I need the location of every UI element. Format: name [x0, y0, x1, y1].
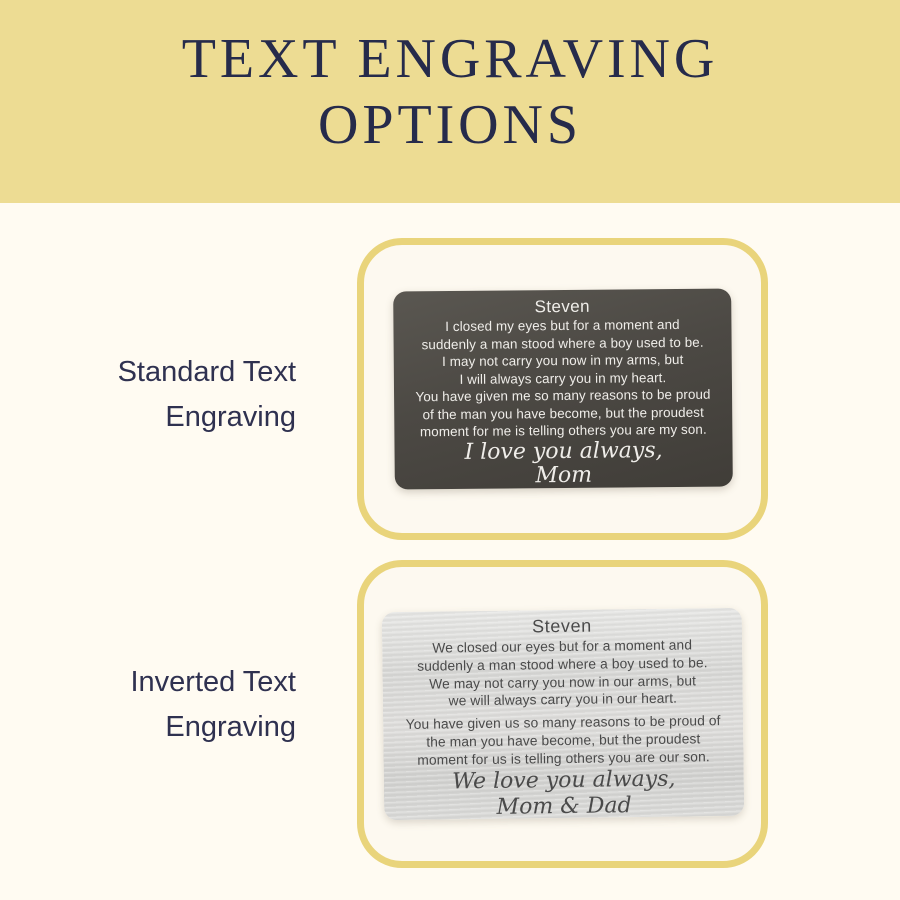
engraved-line: moment for us is telling others you are our son.	[416, 748, 710, 768]
engraved-line: We closed our eyes but for a moment and	[431, 637, 692, 656]
label-standard-line2: Engraving	[165, 401, 296, 433]
engraved-line: the man you have become, but the proudest	[425, 731, 700, 750]
label-inverted-text-engraving	[40, 660, 296, 750]
engraved-script-line2: Mom & Dad	[495, 792, 632, 820]
engraved-line: of the man you have become, but the proudest	[421, 404, 704, 422]
engraved-line: I closed my eyes but for a moment and	[444, 316, 680, 335]
engraved-script-line2: Mom	[534, 462, 592, 488]
engraved-line: we will always carry you in our heart.	[448, 690, 677, 709]
header-band	[0, 0, 900, 203]
engraved-line: I will always carry you in my heart.	[458, 369, 666, 387]
label-standard-line1: Standard Text	[117, 356, 296, 388]
page-title-line2: OPTIONS	[318, 94, 582, 156]
engraved-line: suddenly a man stood where a boy used to be.	[416, 655, 708, 674]
engraved-script-line1: I love you always,	[463, 437, 663, 465]
engraved-line: You have given me so many reasons to be proud	[414, 386, 711, 405]
label-standard-text-engraving	[40, 350, 296, 440]
engraved-line: We may not carry you now in our arms, but	[428, 672, 696, 692]
page-title	[0, 26, 900, 158]
standard-card-frame	[357, 238, 768, 540]
inverted-card-frame	[357, 560, 768, 868]
engraved-name: Steven	[531, 615, 592, 637]
engraved-name: Steven	[534, 296, 590, 317]
label-inverted-line2: Engraving	[165, 711, 296, 743]
engraved-line: I may not carry you now in my arms, but	[441, 351, 683, 370]
page-title-line1: TEXT ENGRAVING	[181, 28, 719, 90]
engraved-line: suddenly a man stood where a boy used to be.	[420, 334, 704, 352]
standard-engraved-card-photo	[393, 289, 733, 490]
engraved-script-line1: We love you always,	[451, 766, 676, 794]
inverted-engraved-card-photo	[381, 608, 744, 820]
engraved-line: You have given us so many reasons to be proud of	[405, 713, 721, 733]
label-inverted-line1: Inverted Text	[130, 666, 296, 698]
engraved-line: moment for me is telling others you are my son.	[419, 421, 707, 440]
